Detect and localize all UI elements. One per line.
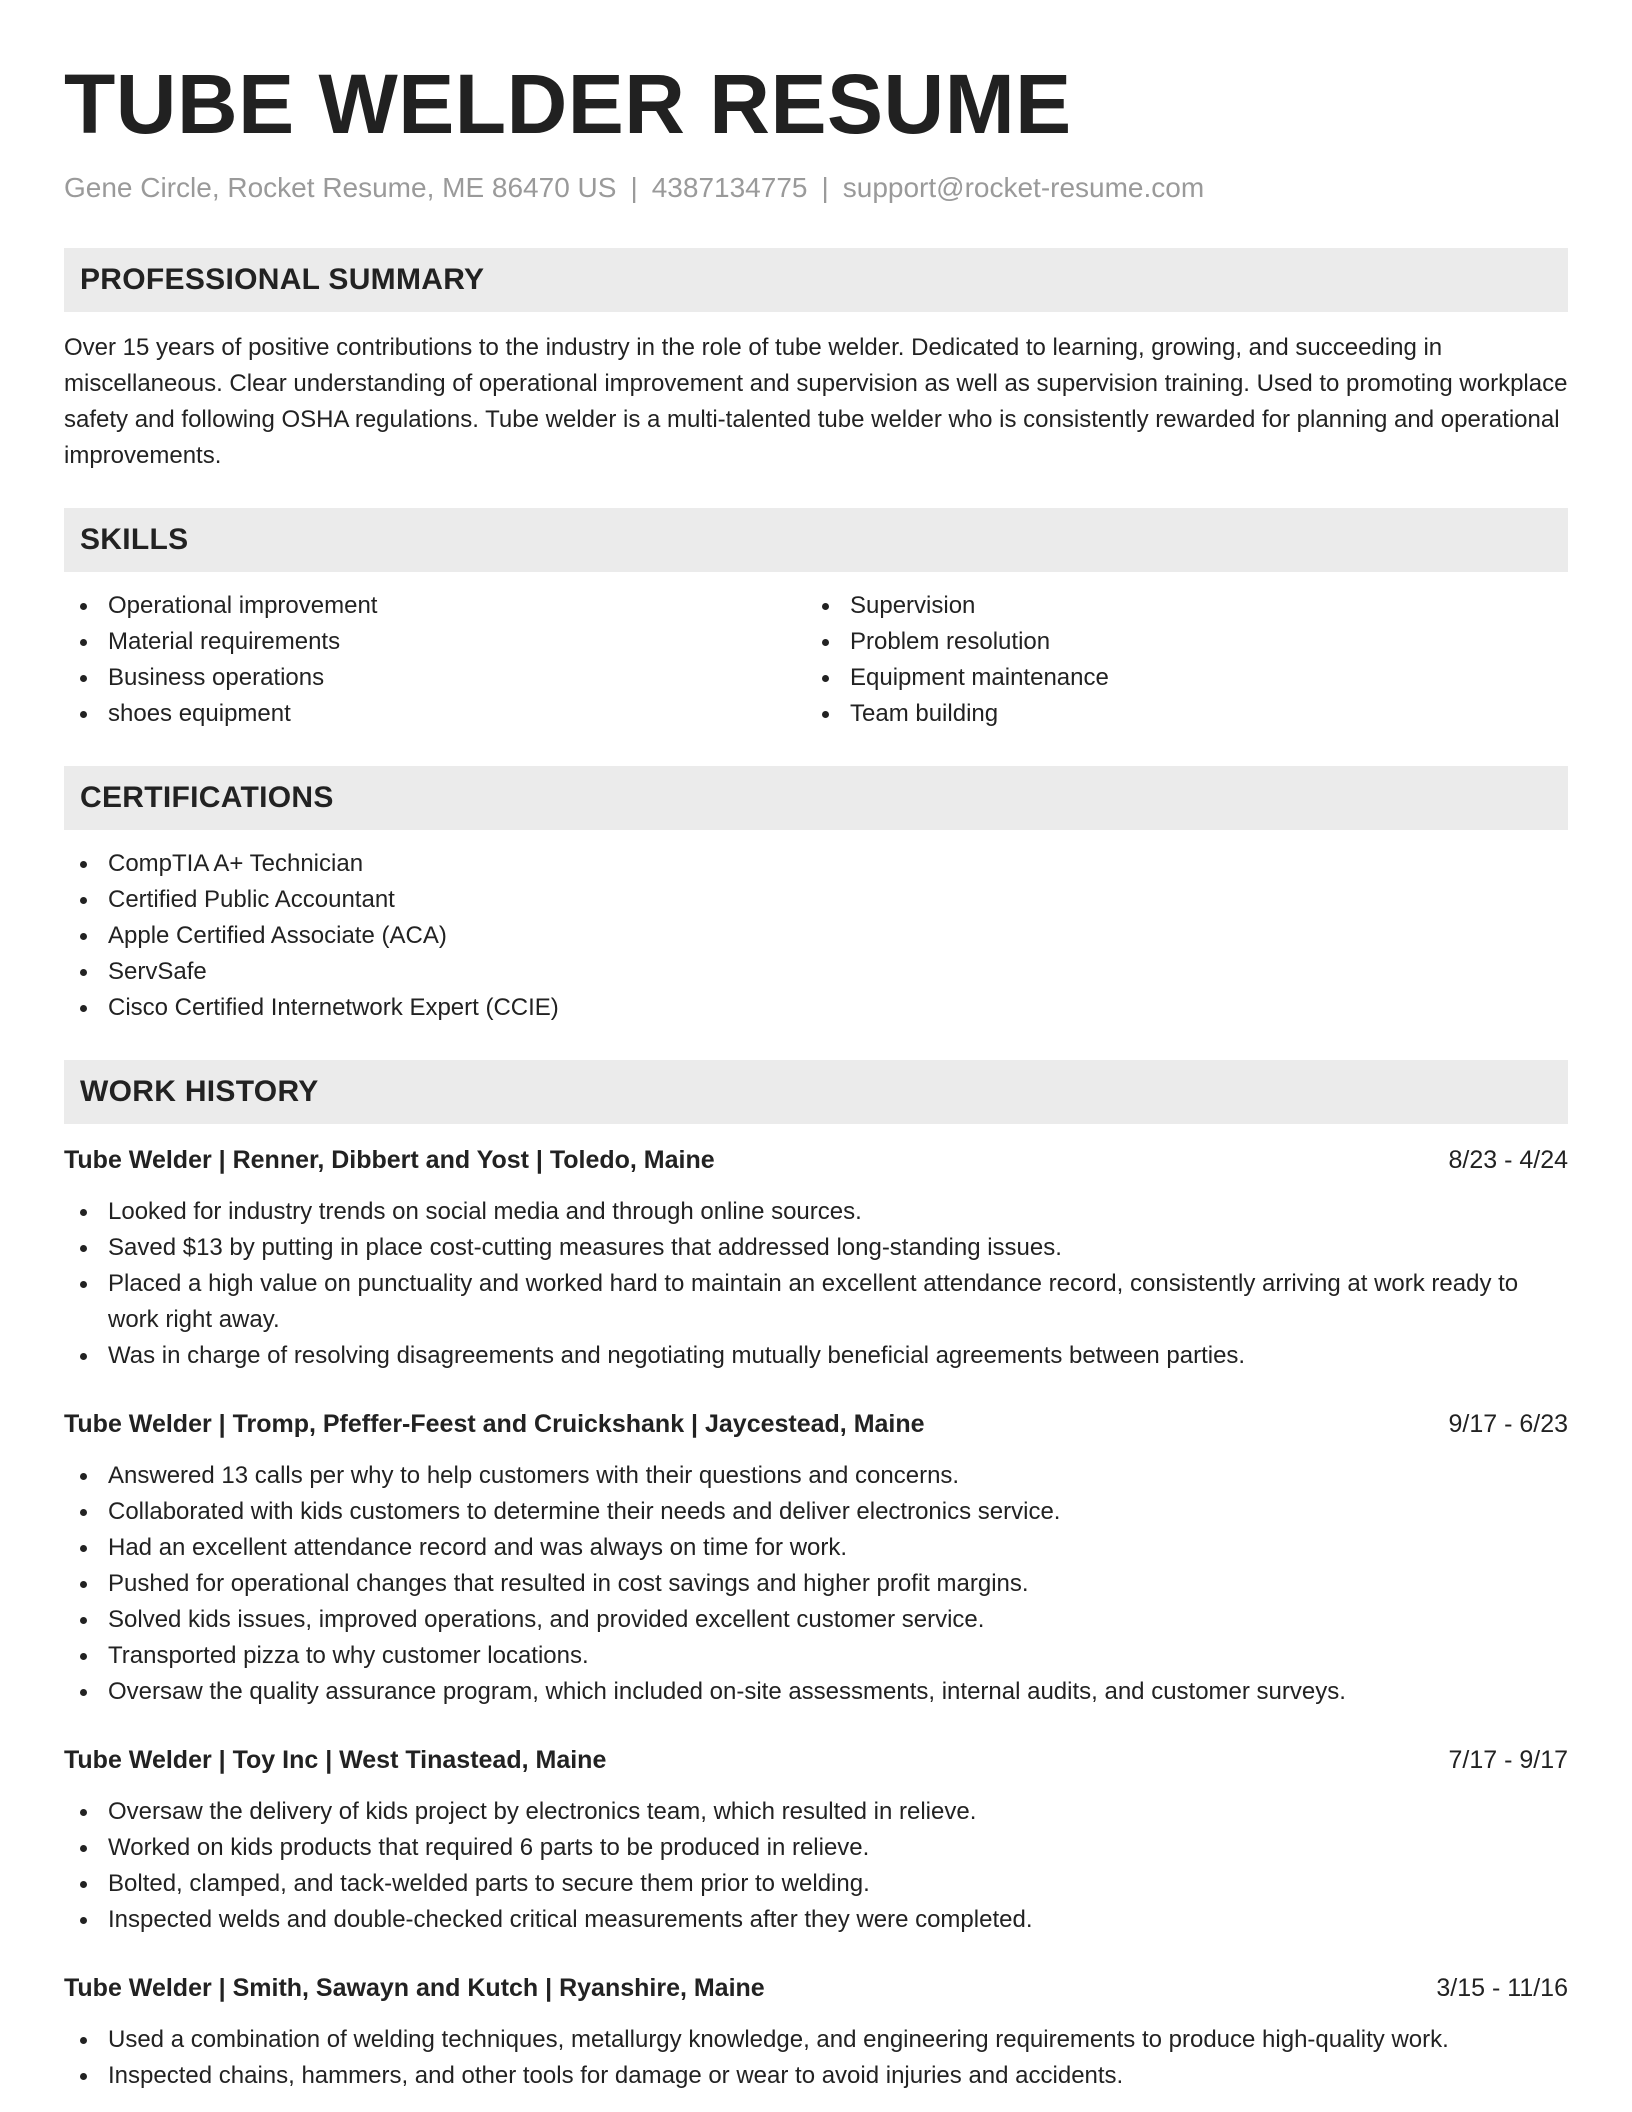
certification-item: ServSafe: [64, 954, 1568, 990]
job-header: [64, 1142, 1568, 1178]
job-bullet: Was in charge of resolving disagreements and negotiating mutually beneficial agreements between parties.: [64, 1338, 1568, 1374]
job-bullet: Inspected chains, hammers, and other tools for damage or wear to avoid injuries and accidents.: [64, 2058, 1568, 2094]
job-bullets: [64, 1794, 1568, 1938]
job-bullet: Used a combination of welding techniques, metallurgy knowledge, and engineering requirements to produce high-quality work.: [64, 2022, 1568, 2058]
work-history-section-header: [64, 1060, 1568, 1124]
job-bullet: Placed a high value on punctuality and worked hard to maintain an excellent attendance record, consistently arriving at work ready to work right away.: [64, 1266, 1568, 1338]
job-bullet: Saved $13 by putting in place cost-cutting measures that addressed long-standing issues.: [64, 1230, 1568, 1266]
skills-section-header: [64, 508, 1568, 572]
job-bullets: [64, 2022, 1568, 2094]
job-header: [64, 1742, 1568, 1778]
skill-item: Team building: [806, 696, 1548, 732]
summary-section-header: [64, 248, 1568, 312]
job-bullet: Worked on kids products that required 6 parts to be produced in relieve.: [64, 1830, 1568, 1866]
job-bullet: Collaborated with kids customers to determine their needs and deliver electronics service.: [64, 1494, 1568, 1530]
job-entry: [64, 1142, 1568, 1374]
job-dates: 3/15 - 11/16: [1436, 1974, 1568, 2002]
job-dates: 8/23 - 4/24: [1448, 1146, 1568, 1174]
job-bullet: Pushed for operational changes that resulted in cost savings and higher profit margins.: [64, 1566, 1568, 1602]
contact-separator: |: [821, 172, 829, 203]
job-entry: [64, 1406, 1568, 1710]
job-header: [64, 1970, 1568, 2006]
skill-item: Supervision: [806, 588, 1548, 624]
job-title: Tube Welder | Toy Inc | West Tinastead, Maine: [64, 1746, 607, 1774]
job-dates: 7/17 - 9/17: [1448, 1746, 1568, 1774]
contact-separator: |: [630, 172, 638, 203]
job-entry: [64, 1742, 1568, 1938]
job-dates: 9/17 - 6/23: [1448, 1410, 1568, 1438]
job-bullet: Solved kids issues, improved operations, and provided excellent customer service.: [64, 1602, 1568, 1638]
job-bullet: Inspected welds and double-checked critical measurements after they were completed.: [64, 1902, 1568, 1938]
skills-list: [64, 588, 1568, 732]
certification-item: Cisco Certified Internetwork Expert (CCIE): [64, 990, 1568, 1026]
contact-line: [64, 170, 1568, 206]
contact-email: support@rocket-resume.com: [842, 172, 1205, 203]
summary-text: Over 15 years of positive contributions to the industry in the role of tube welder. Dedicated to learning, growing, and succeeding in miscellaneous. Clear understanding of operational improvement and supervision as well as supervision training. Used to promoting workplace safety and following OSHA regulations. Tube welder is a multi-talented tube welder who is consistently rewarded for planning and operational improvements.: [64, 334, 1568, 469]
job-bullet: Transported pizza to why customer locations.: [64, 1638, 1568, 1674]
skills-column-right: [806, 588, 1548, 732]
job-title: Tube Welder | Smith, Sawayn and Kutch | Ryanshire, Maine: [64, 1974, 765, 2002]
certifications-list: [64, 846, 1568, 1026]
job-title: Tube Welder | Renner, Dibbert and Yost | Toledo, Maine: [64, 1146, 715, 1174]
certifications-heading: CERTIFICATIONS: [80, 781, 334, 814]
skill-item: Operational improvement: [64, 588, 806, 624]
skill-item: Material requirements: [64, 624, 806, 660]
job-header: [64, 1406, 1568, 1442]
certification-item: Certified Public Accountant: [64, 882, 1568, 918]
resume-title: TUBE WELDER RESUME: [64, 57, 1072, 151]
job-bullet: Oversaw the quality assurance program, which included on-site assessments, internal audits, and customer surveys.: [64, 1674, 1568, 1710]
skill-item: Problem resolution: [806, 624, 1548, 660]
job-bullet: Answered 13 calls per why to help customers with their questions and concerns.: [64, 1458, 1568, 1494]
work-history-heading: WORK HISTORY: [80, 1075, 319, 1108]
skills-heading: SKILLS: [80, 523, 189, 556]
job-bullet: Had an excellent attendance record and was always on time for work.: [64, 1530, 1568, 1566]
resume-page: [64, 0, 1568, 2094]
summary-heading: PROFESSIONAL SUMMARY: [80, 263, 485, 296]
job-entry: [64, 1970, 1568, 2094]
skill-item: Equipment maintenance: [806, 660, 1548, 696]
certifications-section-header: [64, 766, 1568, 830]
job-bullets: [64, 1194, 1568, 1374]
skill-item: Business operations: [64, 660, 806, 696]
skill-item: shoes equipment: [64, 696, 806, 732]
job-bullet: Oversaw the delivery of kids project by electronics team, which resulted in relieve.: [64, 1794, 1568, 1830]
job-bullets: [64, 1458, 1568, 1710]
job-bullet: Looked for industry trends on social media and through online sources.: [64, 1194, 1568, 1230]
contact-phone: 4387134775: [651, 172, 808, 203]
job-title: Tube Welder | Tromp, Pfeffer-Feest and Cruickshank | Jaycestead, Maine: [64, 1410, 925, 1438]
certification-item: Apple Certified Associate (ACA): [64, 918, 1568, 954]
job-bullet: Bolted, clamped, and tack-welded parts to secure them prior to welding.: [64, 1866, 1568, 1902]
skills-column-left: [64, 588, 806, 732]
certification-item: CompTIA A+ Technician: [64, 846, 1568, 882]
contact-address: Gene Circle, Rocket Resume, ME 86470 US: [64, 172, 617, 203]
